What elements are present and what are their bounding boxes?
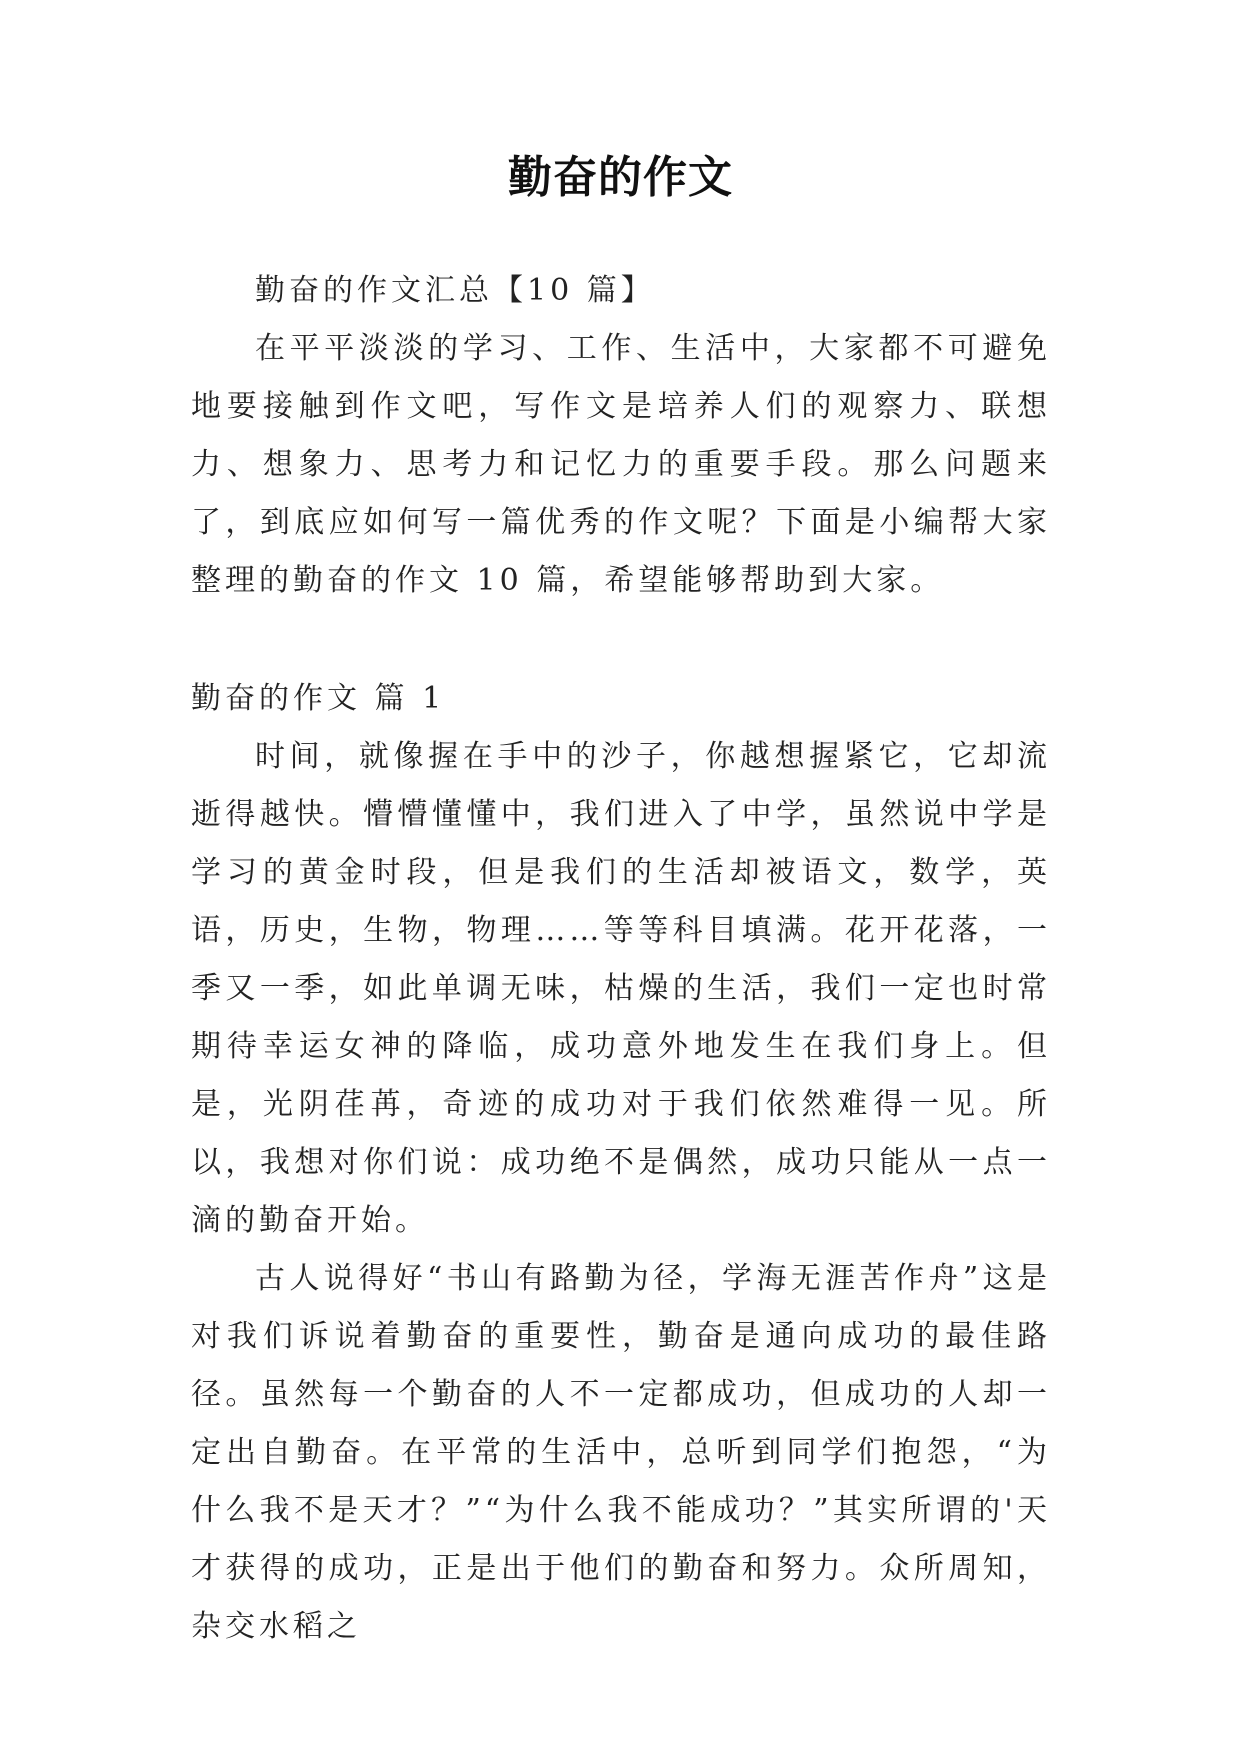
intro-subtitle: 勤奋的作文汇总【10 篇】 <box>255 273 655 308</box>
document-body <box>191 262 1051 1656</box>
article-1-paragraph-1: 时间，就像握在手中的沙子，你越想握紧它，它却流逝得越快。懵懵懂懂中，我们进入了中学，虽然说中学是学习的黄金时段，但是我们的生活却被语文，数学，英语，历史，生物，物理……等等科目填满。花开花落，一季又一季，如此单调无味，枯燥的生活，我们一定也时常期待幸运女神的降临，成功意外地发生在我们身上。但是，光阴荏苒，奇迹的成功对于我们依然难得一见。所以，我想对你们说：成功绝不是偶然，成功只能从一点一滴的勤奋开始。 <box>191 739 1051 1238</box>
article-1-heading: 勤奋的作文 篇 1 <box>191 681 446 716</box>
article-1-paragraph-2: 古人说得好“书山有路勤为径，学海无涯苦作舟”这是对我们诉说着勤奋的重要性，勤奋是通向成功的最佳路径。虽然每一个勤奋的人不一定都成功，但成功的人却一定出自勤奋。在平常的生活中，总听到同学们抱怨，“为什么我不是天才？”“为什么我不能成功？”其实所谓的'天才获得的成功，正是出于他们的勤奋和努力。众所周知，杂交水稻之 <box>191 1261 1051 1644</box>
document-title: 勤奋的作文 <box>508 152 733 203</box>
intro-paragraph: 在平平淡淡的学习、工作、生活中，大家都不可避免地要接触到作文吧，写作文是培养人们的观察力、联想力、想象力、思考力和记忆力的重要手段。那么问题来了，到底应如何写一篇优秀的作文呢？下面是小编帮大家整理的勤奋的作文 10 篇，希望能够帮助到大家。 <box>191 331 1051 598</box>
